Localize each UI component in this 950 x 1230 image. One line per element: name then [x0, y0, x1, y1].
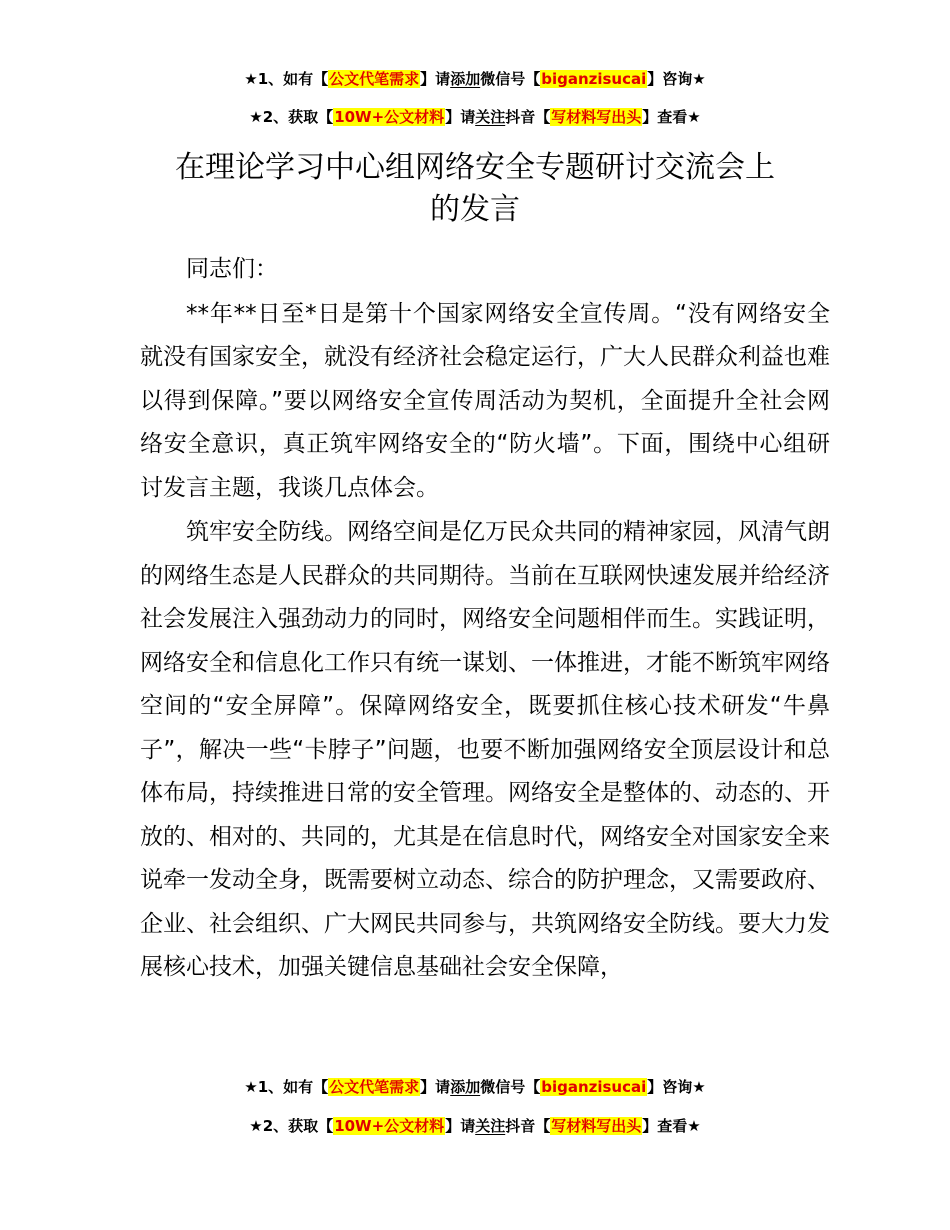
- highlight-service: 公文代笔需求: [329, 70, 420, 88]
- footer-ad-line-2: ★2、获取【10W+公文材料】请关注抖音【写材料写出头】查看★: [249, 1117, 701, 1135]
- highlight-douyin-id: 写材料写出头: [551, 1117, 642, 1135]
- underlined-follow: 关注: [475, 108, 506, 126]
- paragraph-1: **年**日至*日是第十个国家网络安全宣传周。“没有网络安全就没有国家安全，就没有经济社会稳定运行，广大人民群众利益也难以得到保障。”要以网络安全宣传周活动为契机，全面提升全社会网络安全意识，真正筑牢网络安全的“防火墙”。下面，围绕中心组研讨发言主题，我谈几点体会。: [140, 300, 830, 501]
- highlight-douyin-id: 写材料写出头: [551, 108, 642, 126]
- salutation: 同志们：: [186, 256, 278, 282]
- highlight-service: 公文代笔需求: [329, 1078, 420, 1096]
- footer-ad-line-1: ★1、如有【公文代笔需求】请添加微信号【biganzisucai】咨询★: [244, 1078, 706, 1096]
- header-ad-line-1: ★1、如有【公文代笔需求】请添加微信号【biganzisucai】咨询★: [244, 70, 706, 88]
- document-title: [140, 147, 810, 231]
- underlined-add: 添加: [450, 70, 481, 88]
- highlight-wechat-id: biganzisucai: [541, 1078, 647, 1096]
- star-icon: ★: [244, 1078, 258, 1096]
- document-body: [140, 248, 830, 990]
- underlined-add: 添加: [450, 1078, 481, 1096]
- star-icon: ★: [249, 108, 263, 126]
- star-icon: ★: [249, 1117, 263, 1135]
- highlight-materials: 10W+公文材料: [334, 1117, 445, 1135]
- highlight-wechat-id: biganzisucai: [541, 70, 647, 88]
- underlined-follow: 关注: [475, 1117, 506, 1135]
- title-line-1: 在理论学习中心组网络安全专题研讨交流会上: [175, 150, 775, 185]
- star-icon: ★: [244, 70, 258, 88]
- header-ad-line-2: ★2、获取【10W+公文材料】请关注抖音【写材料写出头】查看★: [249, 108, 701, 126]
- paragraph-2: 筑牢安全防线。网络空间是亿万民众共同的精神家园，风清气朗的网络生态是人民群众的共同期待。当前在互联网快速发展并给经济社会发展注入强劲动力的同时，网络安全问题相伴而生。实践证明，网络安全和信息化工作只有统一谋划、一体推进，才能不断筑牢网络空间的“安全屏障”。保障网络安全，既要抓住核心技术研发“牛鼻子”，解决一些“卡脖子”问题，也要不断加强网络安全顶层设计和总体布局，持续推进日常的安全管理。网络安全是整体的、动态的、开放的、相对的、共同的，尤其是在信息时代，网络安全对国家安全来说牵一发动全身，既需要树立动态、综合的防护理念，又需要政府、企业、社会组织、广大网民共同参与，共筑网络安全防线。要大力发展核心技术，加强关键信息基础社会安全保障，: [140, 519, 830, 980]
- title-line-2: 的发言: [430, 192, 520, 227]
- highlight-materials: 10W+公文材料: [334, 108, 445, 126]
